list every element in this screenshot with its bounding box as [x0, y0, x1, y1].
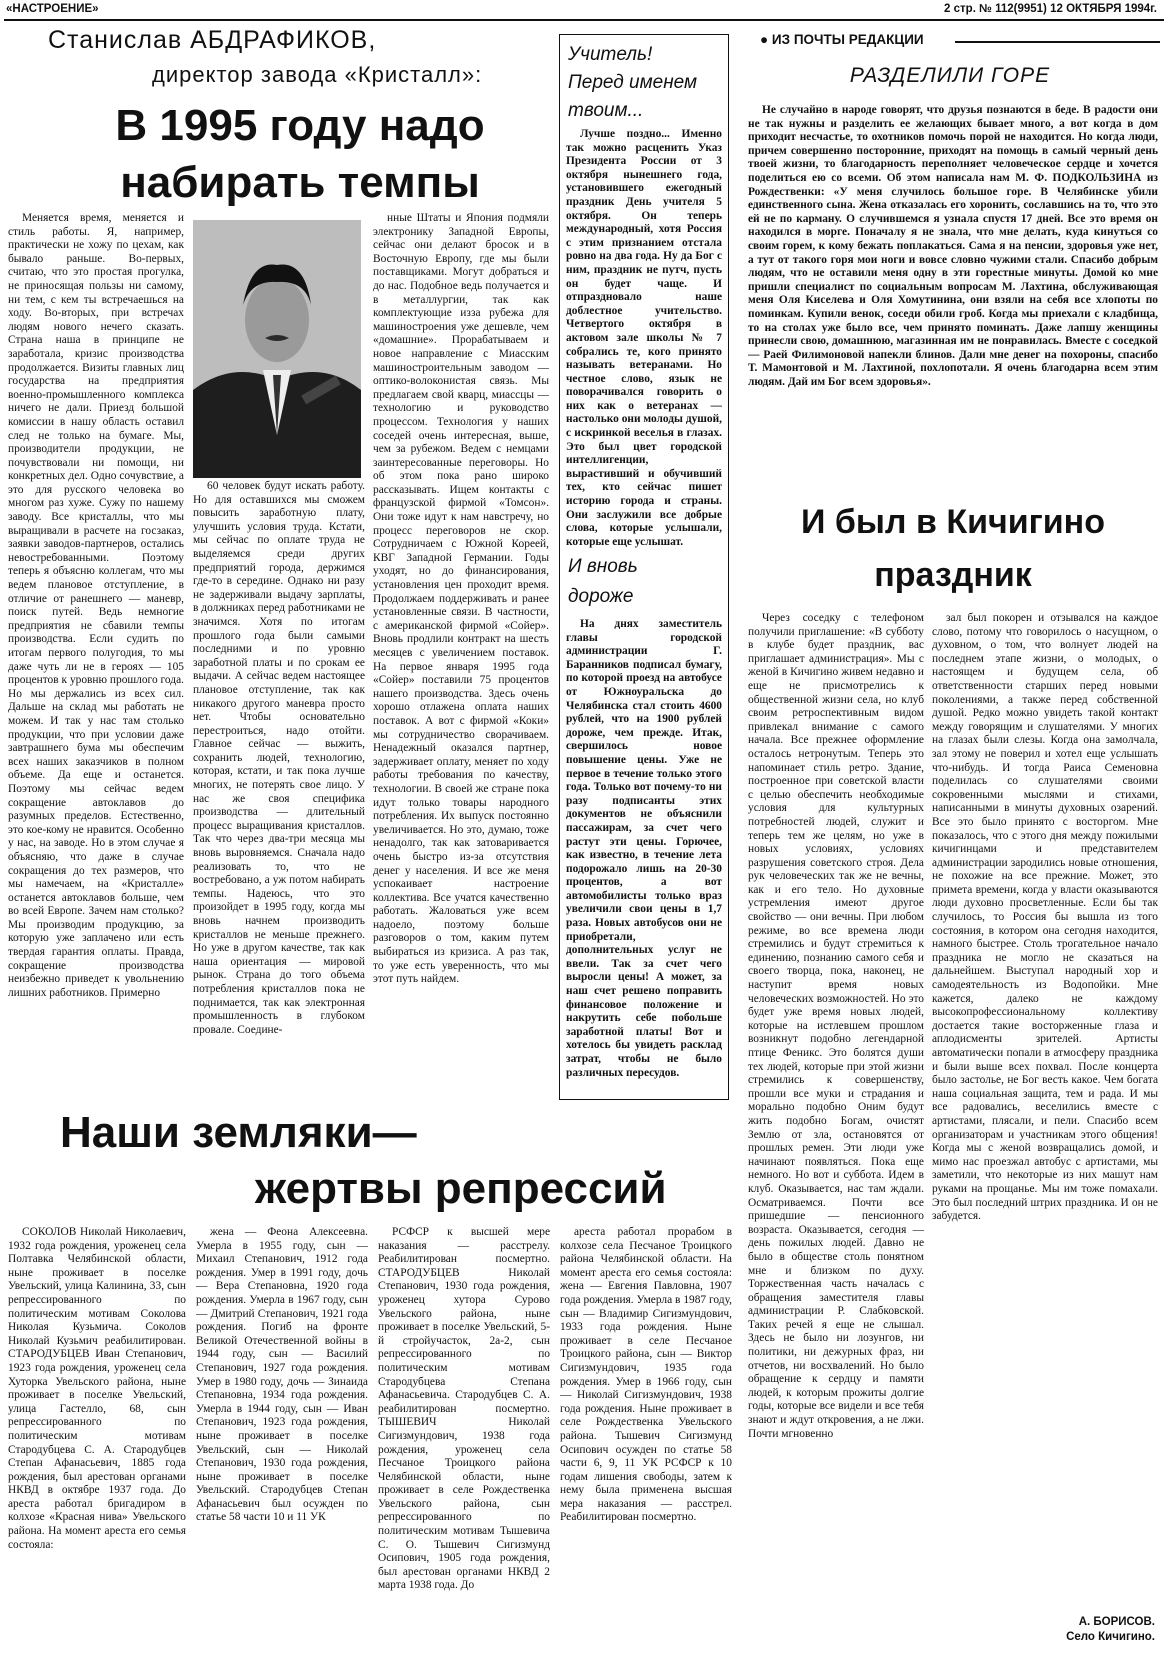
teacher-text-body: Лучше поздно... Именно так можно расценить Указ Президента России от 3 октября нынешнего года, установившего ежегодный праздник День учителя 5 октября. Он теперь международный, хотя Россия с этим признанием отстала ровно на два года. Ну да Бог с ним, праздник не путч, пусть он будет чаще. И отпраздновало наше доблестное учительство. Четвертого октября в актовом зале школы № 7 собрались те, кого принято называть ветеранами. Но честное слово, язык не поворачивался говорить о них как о ветеранах — настолько они молоды душой, с искринкой веселья в глазах. Это был цвет городской интеллигенции, вырастивший и обучивший тех, кто сейчас пишет историю города и страны. Они заслужили все добрые слова, которые услышали, которые еще услышат.	[566, 128, 722, 548]
author-name-text: Станислав АБДРАФИКОВ,	[48, 26, 377, 54]
mail-title: РАЗДЕЛИЛИ ГОРЕ	[849, 64, 1051, 87]
kichigino-signature: А. БОРИСОВ.	[1078, 1616, 1155, 1628]
bullet-icon: ●	[760, 32, 772, 47]
kichigino-column-2-text: зал был покорен и отзывался на каждое слово, потому что говорилось о насущном, о духовном, о том, что волнует людей на последнем этапе жизни, о молодых, о настоящем и будущем села, об ответственности старших перед новыми поколениями, а также перед собственной душой. Редко можно увидеть такой контакт между говорящим и слушателями. У многих на глазах были слезы. Когда она замолчала, зал этому не поверил и хотел еще услышать что-нибудь. И тогда Раиса Семеновна поделилась со слушателями своими сокровенными мыслями и стихами, написанными в минуты духовных озарений. Все это было принято с восторгом. Мне показалось, что с этого дня между пожилыми кичигинцами и представителем администрации зародились новые отношения, не похожие на все прежние. Может, это примета времени, когда у власти оказываются люди духовно просветленные. Если бы так случилось, то Россия бы вышла из того состояния, в котором она сегодня находится, намного быстрее. Столь трогательное начало праздника не могло не сказаться на дальнейшем. Выступал народный хор и самодеятельность из Водопойки. Мне кажется, далеко не каждому высокопрофессиональному коллективу достается такие восторженные глаза и аплодисменты зрителей. Артисты автоматически попали в атмосферу праздника и были выше всех похвал. После концерта было застолье, не Бог весть какое. Чем богата наша социальная защита, тем и рада. И мы все радовались, веселились вместе с артистами, плясали, и пели. Спасибо всем организаторам и участникам этого общения! Когда мы с женой возвращались домой, и мимо нас проезжал автобус с артистами, мы заметили, что некоторые из них машут нам руками на прощанье. Мы им тоже помахали. Это был последний штрих праздника. И он не забудется.	[932, 612, 1158, 1223]
teacher-text	[566, 128, 722, 553]
author-name	[48, 26, 376, 55]
repress-column-2	[196, 1226, 368, 1656]
repress-column-3	[378, 1226, 550, 1656]
article1-column-1-text: Меняется время, меняется и стиль работы. Я, например, практически не хожу по цехам, как бывало раньше. Во-первых, считаю, что это простая прогулка, не приносящая пользы ни самому, ни тем, с кем ты встречаешься на ходу. Во-вторых, при встречах людям нового нечего сказать. Страна наша в принципе не заработала, кризис производства продолжается. Визиты главных лиц государства на предприятия военно-промышленного комплекса ничего не дали. Приезд большой комиссии в нашу область оставил след не только на бумаге. Мы, производители продукции, не почувствовали ни помощи, ни конкретных дел. Одно сочувствие, а это для русского человека во многом раз хуже. Сужу по нашему заводу. Все кристаллы, что мы выращивали в расчете на госзаказ, заявки заводов-партнеров, остались невостребованными. Поэтому теперь я объясню коллегам, что мы ведем плановое отступление, в отличие от ранешнего — маневр, поиск путей. Ведь немногие предприятия не сбавили темпы производства. Если судить по итогам первого полугодия, то мы даже чуть ли не в героях — 105 процентов к уровню прошлого года. Но мы держались из всех сил. Дальше на склад мы работать не можем. И так у нас там столько продукции, что при условии даже завтрашнего бума мы обеспечим всех наших заказчиков в полном объеме. Да еще и останется. Поэтому мы сейчас ведем сокращение автоклавов до разумных пределов. Естественно, это кое-кому не нравится. Особенно у нас, на заводе. Но в этом случае я объясняю, что даже в случае сокращения до тех размеров, что мы намечаем, на «Кристалле» останется автоклавов больше, чем во всей Европе. Зачем нам столько? Мы производим продукцию, за которую уже заплачено или есть твердая гарантия оплаты. Правда, сокращение производства неизбежно приведет к увольнению лишних работников. Примерно	[8, 212, 184, 999]
article1-column-2	[193, 480, 365, 1100]
kichigino-headline-line1: И был в Кичигино	[801, 503, 1105, 541]
prices-title-line1: И вновь	[568, 556, 638, 577]
article1-column-1	[8, 212, 184, 1100]
mail-text-body: Не случайно в народе говорят, что друзья познаются в беде. В радости они не так нужны и разделить ее желающих бывает много, а вот когда в дом приходит несчастье, то охотников помочь порой не находится. Но когда люди, причем совершенно посторонние, приходят на помощь в самый черный день твоей жизни, то благодарность переполняет человеческое сердце и хочется поделиться ею со всеми. Об этом написала нам М. Ф. ПОДКОЛЬЗИНА из Рождественки: «У меня случилось большое горе. В Челябинске убили единственного сына. Жена отказалась его хоронить, сославшись на то, что это ей не по карману. О случившемся я узнала спустя 17 дней. Все это время он находился в морге. Поначалу я не знала, что мне делать, куда кинуться со своим горем, к кому бежать поплакаться. Сама я на пенсии, здоровья уже нет, а тут от такого горя мои ноги и вовсе словно чужими стали. Спасибо добрым людям, что не оставили меня одну в эти горестные минуты. Домой ко мне пришли специалист по социальным вопросам М. Лахтина, обслуживающая меня Оля Киселева и Оля Хомутинина, они взяли на себя все хлопоты по поминкам. Купили венок, соседи обили гроб. Когда мы приехали с кладбища, то на столах уже было все, чем принято поминать. Даже лапшу женщины принесли свою, домашнюю, магазинная им не понравилась. Вместе с соседкой — Раей Филимоновой напекли блинов. Дали мне денег на похороны, спасибо Т. Мамонтовой и М. Лахтиной, похлопотали. Я очень благодарна всем этим людям. Дай им Бог всем здоровья».	[748, 104, 1158, 388]
teacher-title-line2: Перед именем	[568, 72, 698, 93]
kichigino-place: Село Кичигино.	[1066, 1631, 1155, 1643]
article1-column-3	[373, 212, 549, 1100]
repress-column-2-text: жена — Феона Алексеевна. Умерла в 1955 году, сын — Михаил Степанович, 1912 года рождения. Умер в 1991 году, дочь — Вера Степановна, 1920 года рождения. Умерла в 1967 году, сын — Дмитрий Степанович, 1921 года рождения. Погиб на фронте Великой Отечественной войны в 1944 году, сын — Василий Степанович, 1927 года рождения. Умер в 1980 году, дочь — Зинаида Степановна, 1934 года рождения. Умерла в 1944 году, сын — Иван Степанович, 1923 года рождения, ныне проживает в поселке Увельский, сын — Николай Степанович, 1930 года рождения, ныне проживает в поселке Увельский. Стародубцев Степан Афанасьевич был осужден по статье 58 части 10 и 11 УК	[196, 1226, 368, 1524]
teacher-title-line3: твоим...	[568, 100, 644, 121]
newspaper-name: «НАСТРОЕНИЕ»	[6, 3, 99, 15]
mail-rubric	[760, 32, 924, 47]
director-portrait-image	[193, 220, 361, 478]
author-position: директор завода «Кристалл»:	[152, 62, 483, 87]
prices-title-line2: дороже	[568, 586, 634, 607]
repress-headline-line2: жертвы репрессий	[255, 1164, 667, 1213]
mail-text	[748, 104, 1158, 486]
prices-text-body: На днях заместитель главы городской администрации Г. Баранников подписал бумагу, по которой проезд на автобусе от Южноуральска до Челябинска стал стоить 4600 рублей, что на 1900 рублей дороже, чем прежде. Итак, свершилось новое повышение цены. Уже не первое в течение только этого года. Только вот почему-то ни разу подписанты этих документов не объяснили пассажирам, за счет чего растут эти цены. Горючее, как известно, в течение лета подорожало лишь на 20-30 процентов, а вот автомобилисты только враз увеличили свои цены в 1,7 раза. Новых автобусов они не приобретали, дополнительных услуг не ввели. Так за счет чего выросли цены! А может, за наш счет решено поправить финансовое положение и накрутить себе побольше заработной платы! Вот и хотелось бы увидеть расклад затрат, чтобы не было различных пересудов.	[566, 618, 722, 1079]
director-photo	[193, 220, 361, 478]
article1-headline-line2: набирать темпы	[120, 158, 480, 207]
repress-column-1	[8, 1226, 186, 1656]
repress-column-4	[560, 1226, 732, 1656]
kichigino-headline-line2: праздник	[874, 556, 1032, 594]
prices-text	[566, 618, 722, 1096]
mail-rubric-rule	[955, 41, 1160, 43]
kichigino-column-1	[748, 612, 924, 1657]
article1-column-2-text: 60 человек будут искать работу. Но для оставшихся мы сможем повысить заработную плату, улучшить условия труда. Кстати, мы сейчас по оплате труда не выделяемся среди других предприятий города, держимся где-то в середине. Однако ни разу не задерживали выдачу зарплаты, в должниках перед работниками не значимся. Хотя по итогам прошлого года были самыми последними и по уровню заработной платы и по срокам ее выдачи. А сейчас ведем настоящее плановое отступление, так как никакого другого маневра просто нет. Чтобы основательно перестроиться, надо отойти. Главное сейчас — выжить, сохранить людей, технологию, которая, кстати, и так пока лучше многих, не потерять свое лицо. У нас же своя специфика производства — длительный процесс выращивания кристаллов. Так что через два-три месяца мы вновь выровняемся. Сначала надо реализовать то, что не востребовано, а уж потом набирать темпы. Надеюсь, что это произойдет в 1995 году, когда мы вновь начнем производить кристаллов не меньше прежнего. Но уже в другом качестве, так как наша ориентация — мировой рынок. Страна до того объема потребления кристаллов пока не поднимается, так как электронная промышленность в глубоком провале. Соедине-	[193, 480, 365, 1036]
teacher-title-line1: Учитель!	[568, 44, 653, 65]
repress-column-1-text: СОКОЛОВ Николай Николаевич, 1932 года рождения, уроженец села Полтавка Челябинской области, ныне проживает в поселке Увельский, улица Калинина, 33, сын репрессированного по политическим мотивам Соколова Николая Кузьмича. Соколов Николай Кузьмич реабилитирован. СТАРОДУБЦЕВ Иван Степанович, 1923 года рождения, уроженец села Хуторка Увельского района, ныне проживает в поселке Увельский, улица Гастелло, 68, сын репрессированного по политическим мотивам Стародубцева С. А. Стародубцев Степан Афанасьевич, 1885 года рождения, был арестован органами НКВД в октябре 1937 года. До ареста работал бригадиром в колхозе «Красная нива» Увельского района. На момент ареста его семья состояла:	[8, 1226, 186, 1551]
mail-rubric-text: ИЗ ПОЧТЫ РЕДАКЦИИ	[771, 32, 924, 47]
repress-headline-line1: Наши земляки—	[60, 1108, 417, 1157]
issue-info: 2 стр. № 112(9951) 12 ОКТЯБРЯ 1994г.	[944, 3, 1157, 15]
kichigino-column-2	[932, 612, 1158, 1612]
article1-column-3-text: нные Штаты и Япония подмяли электронику Западной Европы, сейчас они делают бросок и в Восточную Европу, где мы были поставщиками. Могут добраться и до нас. Подобное ведь получается и в металлургии, так как комплектующие изза рубежа для машиностроения уже дешевле, чем «домашние». Прорабатываем и новое направление с Миасским машиностроительным заводом — оптико-волоконистая связь. Мы предлагаем свой кварц, миассцы — технологию и руководство процессом. Технология у наших соседей очень интересная, выше, чем за рубежом. Ведем с немцами заинтересованные переговоры. Но об этом пока рано широко рассказывать. Ищем контакты с французской фирмой «Томсон». Они тоже идут к нам навстречу, но процесс переговоров не скор. Сотрудничаем с Южной Кореей, КВГ Западной Германии. Годы уходят, но до финансирования, установления цен проходит время. Продолжаем поддерживать и ранее установленные связи. В частности, с американской фирмой «Сойер». Вновь продлили контракт на шесть месяцев с увеличением поставок. На первое января 1995 года «Сойер» поставили 75 процентов нашего производства. Здесь очень хорошо отлажена оплата наших поставок. А вот с фирмой «Коки» мы сотрудничество сворачиваем. Ненадежный оказался партнер, задерживает оплату, меняет по ходу работы требования по качеству, технологии. В своей же стране пока идут только товары народного потребления. Их выпуск постоянно увеличивается. Но это, думаю, тоже ненадолго, так как затоваривается очень быстро из-за отсутствия денег у населения. И все же меня успокаивает настроение коллектива. Все учатся качественно работать. Жаловаться уже всем надоело, поэтому больше разговоров о том, каким путем выбираться из кризиса. А раз так, то уже есть уверенность, что мы этот путь найдем.	[373, 212, 549, 986]
repress-column-4-text: ареста работал прорабом в колхозе села Песчаное Троицкого района Челябинской области. На момент ареста его семья состояла: жена — Евгения Павловна, 1907 года рождения. Умерла в 1987 году, сын — Владимир Сигизмундович, 1933 года рождения. Ныне проживает в селе Песчаное Троицкого района, сын — Виктор Сигизмундович, 1935 года рождения. Умер в 1966 году, сын — Николай Сигизмундович, 1938 года рождения. Ныне проживает в селе Рождественка Увельского района. Тышевич Сигизмунд Осипович осужден по статье 58 части 6, 9, 11 УК РСФСР к 10 годам лишения свободы, затем к нему была применена высшая мера наказания — расстрел. Реабилитирован посмертно.	[560, 1226, 732, 1524]
header-rule	[4, 19, 1164, 21]
article1-headline-line1: В 1995 году надо	[115, 101, 485, 150]
kichigino-column-1-text: Через соседку с телефоном получили приглашение: «В субботу в клубе будет праздник, вас приглашает администрация». Мы с женой в Кичигино живем недавно и еще не присмотрелись к общественной жизни села, но клуб своим ретроспективным видом привлекал внимание с самого начала. Все прежнее оформление осталось нетронутым. Теперь это напоминает стиль ретро. Здание, построенное при советской власти с целью обеспечить необходимые условия для культурных потребностей людей, служит и теперь тем же целям, но уже в новых условиях, условиях разрушения советского строя. Дела рук человеческих так же не вечны, как и его тело. Но духовные устремления имеют другое свойство — они вечны. При любом режиме, во все времена люди стремились и будут стремиться к единению, познанию самого себя и своего творца, пока, наконец, не наступит время новых человеческих возможностей. Но это будет уже время новых людей, которые на истлевшем прошлом возникнут подобно легендарной птице Феникс. Это болятся души тех людей, которые при этой жизни стремились к совершенству, прошли все муки и страдания и морально подобно Оним будут жить подобно Богам, очистят Землю от зла, остановятся от прошлых ремен. Эти люди уже начинают появляться. Пока еще немного. Но вот и суббота. Идем в клуб. Оказывается, нас там ждали. Осматриваемся. Почти все пришедшие — пенсионного возраста. Оказывается, сегодня — день пожилых людей. Давно не было в обществе столь понятном мне и близком по духу. Торжественная часть началась с обращения заместителя главы администрации Р. Слабковской. Таких речей я еще не слышал. Здесь не было ни лозунгов, ни политики, ни дежурных фраз, ни отчетов, ни восхвалений. Но было обращение к сердцу и памяти людей, к которым прожиты долгие годы, которые все видели и все тебя знают и ждут откровения, а не лжи. Почти мгновенно	[748, 612, 924, 1440]
repress-column-3-text: РСФСР к высшей мере наказания — расстрелу. Реабилитирован посмертно. СТАРОДУБЦЕВ Николай Степанович, 1930 года рождения, уроженец хутора Сурово Увельского района, ныне проживает в поселке Увельский, 5-й стройучасток, 2а-2, сын репрессированного по политическим мотивам Стародубцева Степана Афанасьевича. Стародубцев С. А. реабилитирован посмертно. ТЫШЕВИЧ Николай Сигизмундович, 1938 года рождения, уроженец села Песчаное Троицкого района Челябинской области, ныне проживает в селе Рождественка Увельского района, сын репрессированного по политическим мотивам Тышевича С. О. Тышевич Сигизмунд Осипович, 1905 года рождения, был арестован органами НКВД 2 марта 1938 года. До	[378, 1226, 550, 1592]
